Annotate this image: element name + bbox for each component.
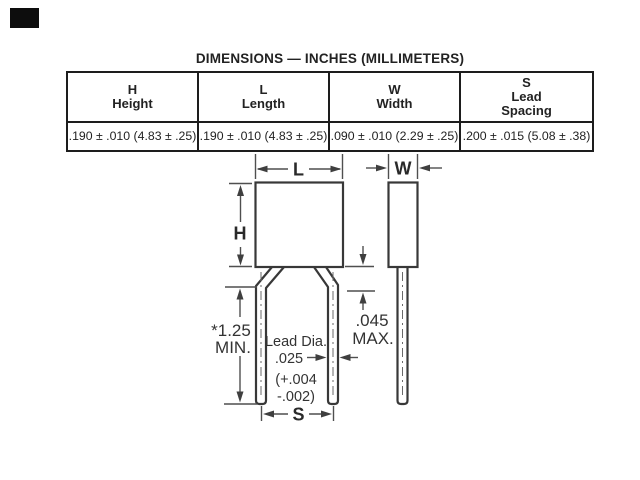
min-lead-length-value: *1.25 [211, 321, 251, 340]
arrowhead-up [237, 185, 244, 196]
lead-dia-label: Lead Dia. [264, 334, 328, 350]
value-cell-lead-spacing: .200 ± .015 (5.08 ± .38) [462, 129, 591, 143]
arrowhead-up [237, 289, 244, 300]
arrowhead-up [360, 293, 367, 304]
header-label-lead: Lead [511, 89, 542, 104]
min-lead-length-unit: MIN. [215, 338, 251, 357]
arrowhead-left [376, 165, 387, 172]
arrowhead-left [340, 354, 351, 361]
header-label-height: Height [112, 96, 153, 111]
dimension-width [366, 154, 442, 179]
header-symbol-l: L [259, 82, 268, 97]
width-label: W [394, 158, 412, 179]
lead-dia-value: .025 [274, 351, 304, 367]
standoff-max-unit: MAX. [352, 329, 394, 348]
header-symbol-h: H [127, 82, 138, 97]
header-label-spacing: Spacing [501, 103, 552, 118]
arrowhead-left [257, 166, 268, 173]
header-symbol-s: S [522, 75, 531, 90]
dimension-length [256, 154, 343, 180]
front-view-body [256, 183, 344, 268]
lead-dia-tol-plus: (+.004 [275, 372, 317, 388]
lead-diameter-callout [265, 334, 358, 405]
spacing-label: S [292, 404, 305, 425]
dimension-height [229, 184, 252, 267]
side-view-body [389, 183, 418, 268]
length-label: L [293, 159, 304, 180]
value-cell-width: .090 ± .010 (2.29 ± .25) [330, 123, 461, 150]
dimension-min-lead-length [211, 287, 257, 404]
value-cell-length: .190 ± .010 (4.83 ± .25) [199, 123, 330, 150]
arrowhead-right [316, 354, 327, 361]
arrowhead-down [237, 392, 244, 403]
height-label: H [233, 223, 247, 244]
dimension-standoff-max [345, 246, 394, 348]
arrowhead-left [263, 411, 274, 418]
header-label-length: Length [241, 96, 286, 111]
value-cell-height: .190 ± .010 (4.83 ± .25) [68, 123, 199, 150]
lead-dia-tol-minus: -.002) [277, 389, 315, 405]
page-title: DIMENSIONS — INCHES (MILLIMETERS) [195, 51, 465, 66]
arrowhead-down [360, 254, 367, 265]
arrowhead-right [419, 165, 430, 172]
arrowhead-down [237, 255, 244, 266]
arrowhead-right [321, 411, 332, 418]
header-symbol-w: W [388, 82, 401, 97]
standoff-max-value: .045 [355, 311, 389, 330]
arrowhead-right [331, 166, 342, 173]
dimension-lead-spacing [262, 405, 334, 425]
header-label-width: Width [376, 96, 413, 111]
